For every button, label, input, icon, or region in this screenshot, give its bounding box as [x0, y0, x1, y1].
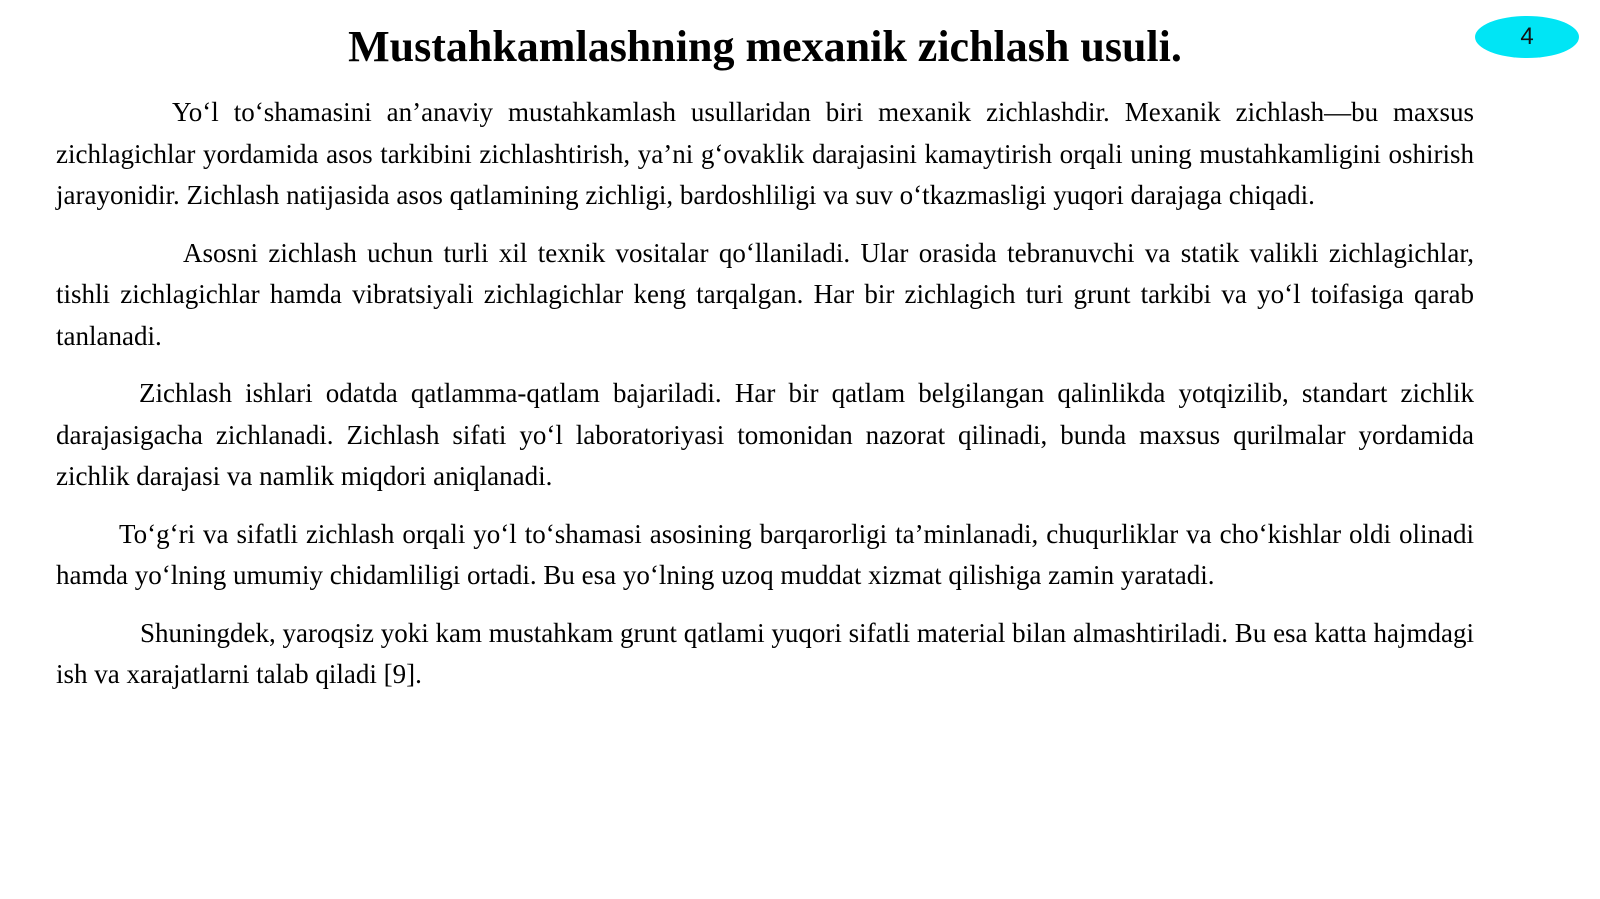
- paragraph-soil-replacement: Shuningdek, yaroqsiz yoki kam mustahkam grunt qatlami yuqori sifatli material bilan almashtiriladi. Bu esa katta hajmdagi ish va xarajatlarni talab qiladi [9].: [56, 617, 1474, 689]
- paragraph-quality-benefits: To‘g‘ri va sifatli zichlash orqali yo‘l to‘shamasi asosining barqarorligi ta’minlanadi, chuqurliklar va cho‘kishlar oldi olinadi hamda yo‘lning umumiy chidamliligi ortadi. Bu esa yo‘lning uzoq muddat xizmat qilishiga zamin yaratadi.: [56, 518, 1474, 590]
- slide-body: [56, 92, 1474, 712]
- page-number-badge: 4: [1475, 16, 1579, 58]
- paragraph-mechanical-compaction-definition: Yo‘l to‘shamasini an’anaviy mustahkamlash usullaridan biri mexanik zichlashdir. Mexanik zichlash—bu maxsus zichlagichlar yordamida asos tarkibini zichlashtirish, ya’ni g‘ovaklik darajasini kamaytirish orqali uning mustahkamligini oshirish jarayonidir. Zichlash natijasida asos qatlamining zichligi, bardoshliligi va suv o‘tkazmasligi yuqori darajaga chiqadi.: [56, 97, 1474, 210]
- slide-title: Mustahkamlashning mexanik zichlash usuli.: [348, 22, 1182, 71]
- paragraph-layered-compaction: Zichlash ishlari odatda qatlamma-qatlam bajariladi. Har bir qatlam belgilangan qalinlikda yotqizilib, standart zichlik darajasigacha zichlanadi. Zichlash sifati yo‘l laboratoriyasi tomonidan nazorat qilinadi, bunda maxsus qurilmalar yordamida zichlik darajasi va namlik miqdori aniqlanadi.: [56, 378, 1474, 491]
- paragraph-compaction-equipment: Asosni zichlash uchun turli xil texnik vositalar qo‘llaniladi. Ular orasida tebranuvchi va statik valikli zichlagichlar, tishli zichlagichlar hamda vibratsiyali zichlagichlar keng tarqalgan. Har bir zichlagich turi grunt tarkibi va yo‘l toifasiga qarab tanlanadi.: [56, 237, 1474, 351]
